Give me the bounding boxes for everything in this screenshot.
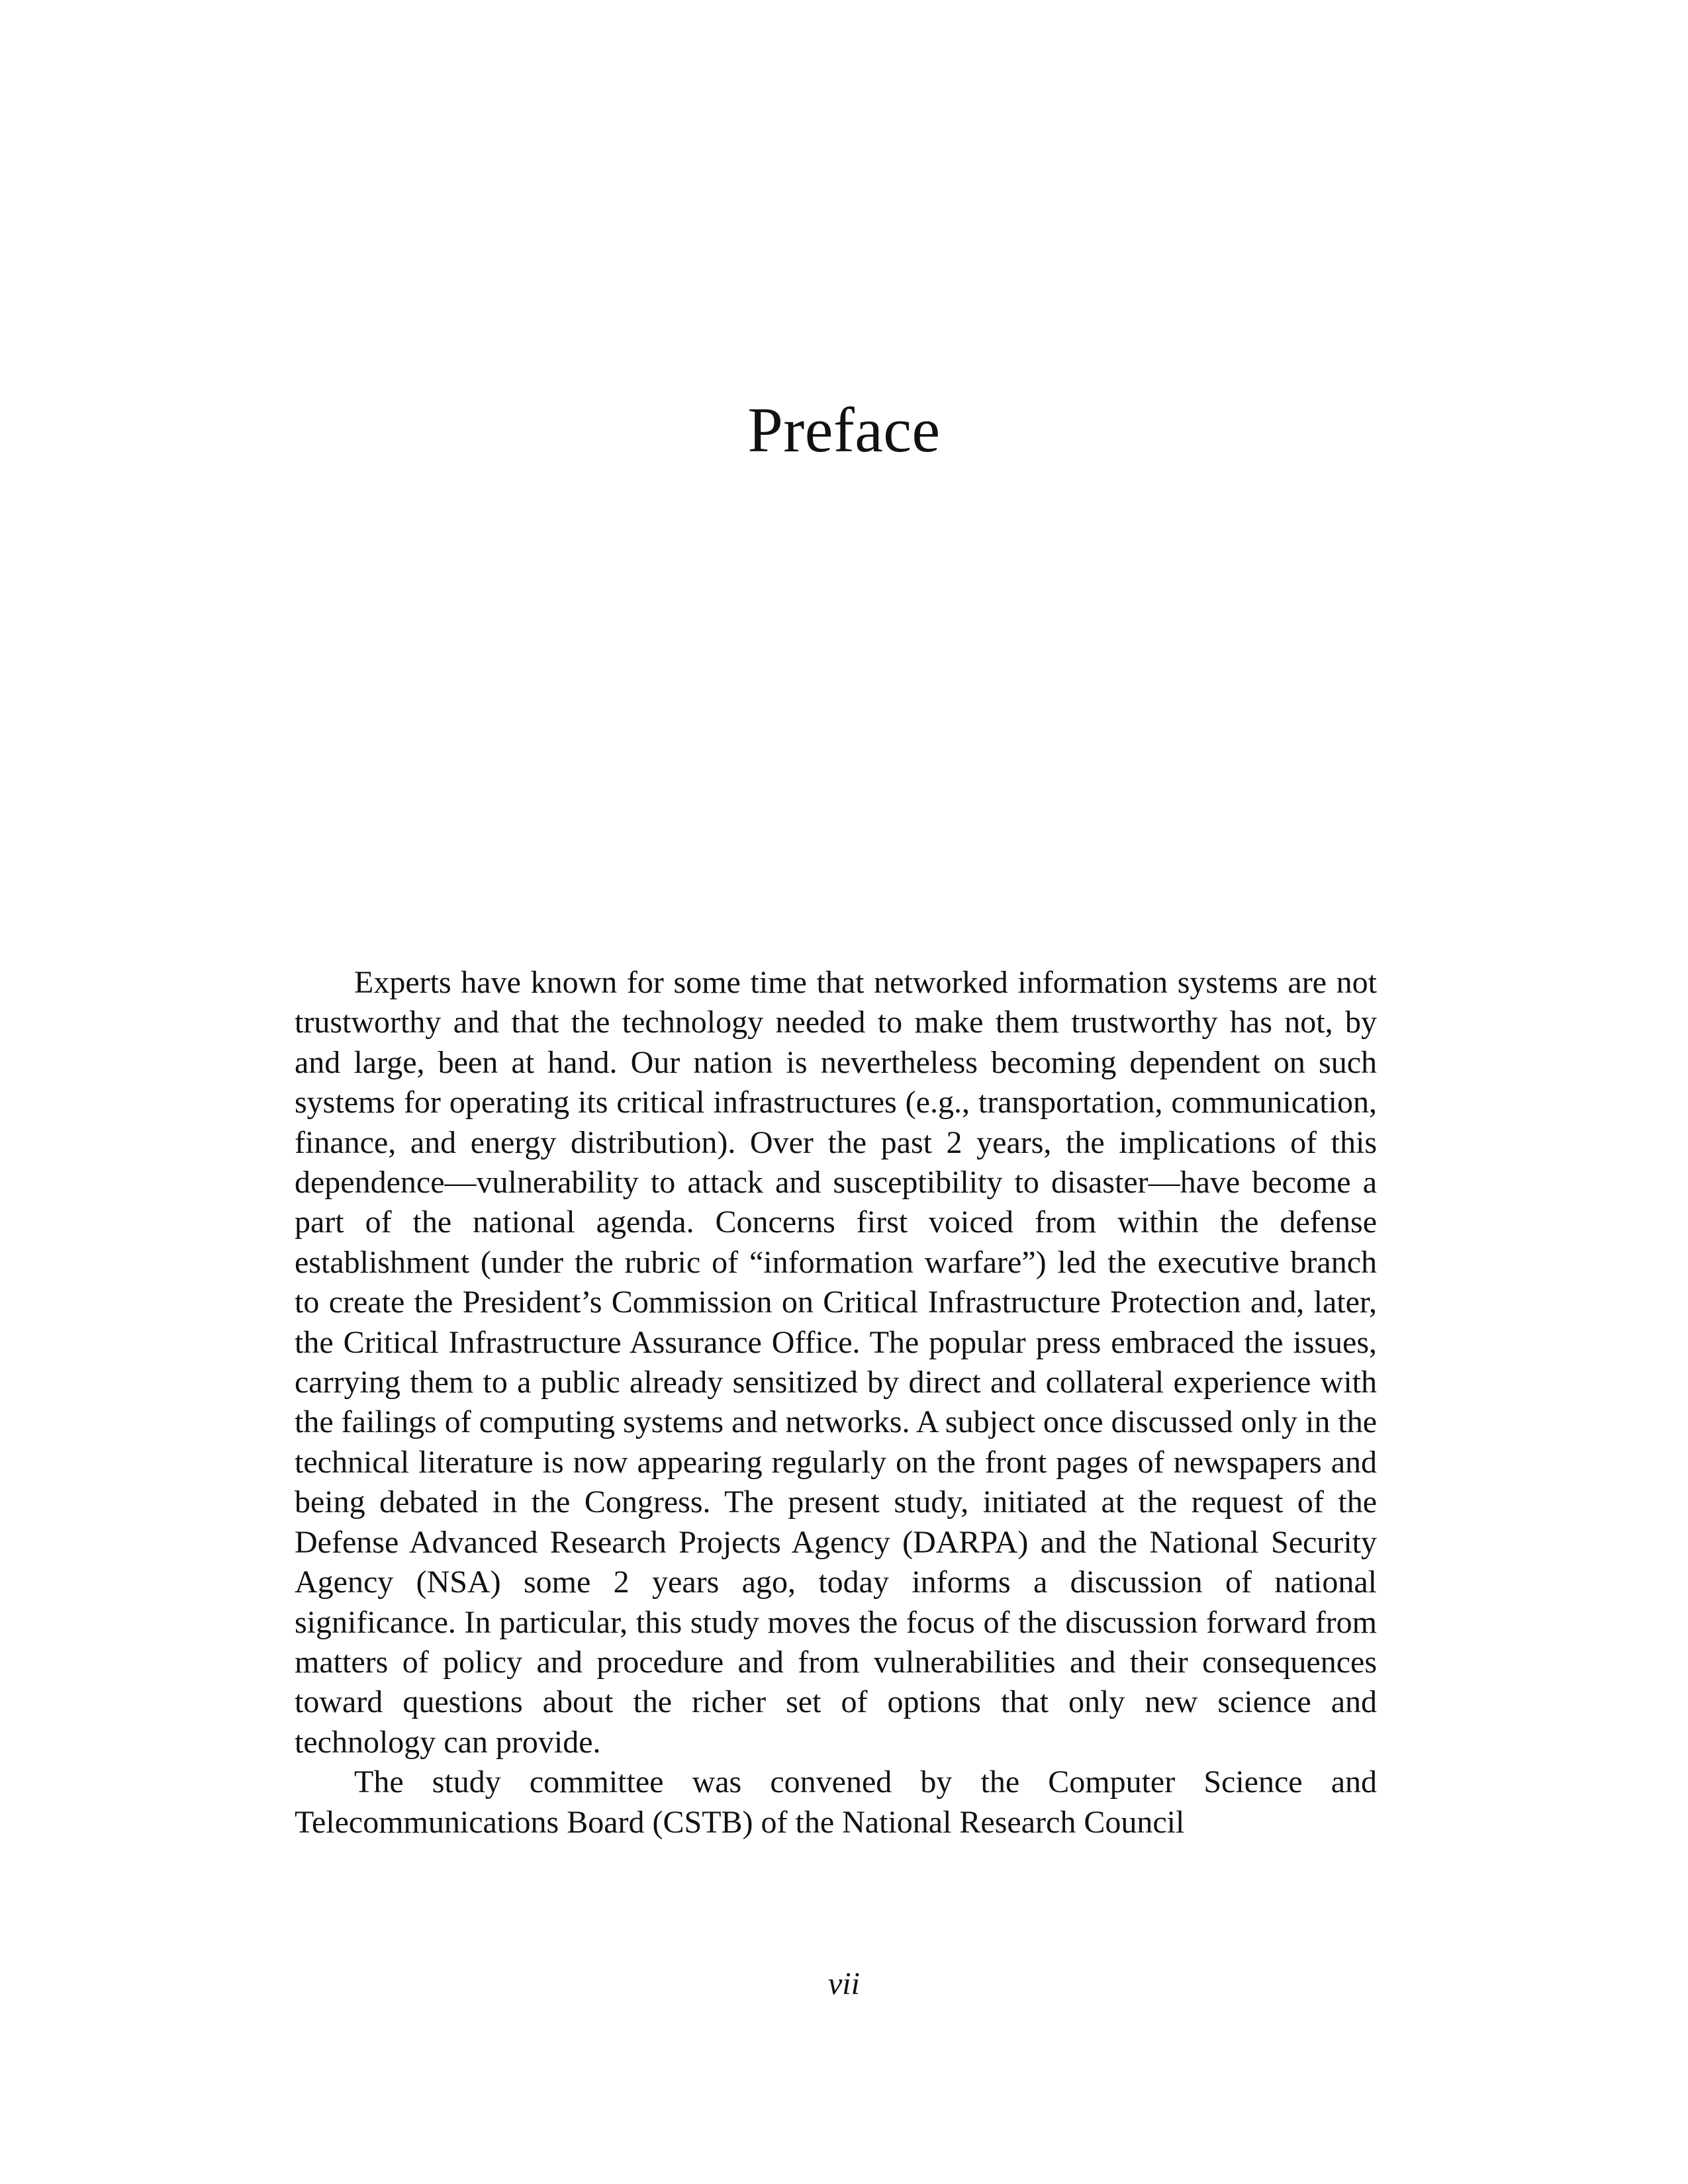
paragraph-2: The study committee was convened by the Computer Science and Telecommunications Board (CSTB) of the National Research Council (295, 1764, 1377, 1840)
page-title: Preface (747, 394, 941, 465)
paragraph-1: Experts have known for some time that networked information systems are not trustworthy and that the technology needed to make them trustworthy has not, by and large, been at hand. Our nation is nevertheless becoming dependent on such systems for operating its critical infrastructures (e.g., transportation, communication, finance, and energy distribution). Over the past 2 years, the implications of this dependence—vulnerability to attack and susceptibility to disaster—have become a part of the national agenda. Concerns first voiced from within the defense establishment (under the rubric of “information warfare”) led the executive branch to create the President’s Commission on Critical Infrastructure Protection and, later, the Critical Infrastructure Assurance Office. The popular press embraced the issues, carrying them to a public already sensitized by direct and collateral experience with the failings of computing systems and networks. A subject once discussed only in the technical literature is now appearing regularly on the front pages of newspapers and being debated in the Congress. The present study, initiated at the request of the Defense Advanced Research Projects Agency (DARPA) and the National Security Agency (NSA) some 2 years ago, today informs a discussion of national significance. In particular, this study moves the focus of the discussion forward from matters of policy and procedure and from vulnerabilities and their consequences toward questions about the richer set of options that only new science and technology can provide. (295, 965, 1377, 1760)
page-number: vii (828, 1966, 860, 2001)
body-text (295, 963, 1377, 1843)
